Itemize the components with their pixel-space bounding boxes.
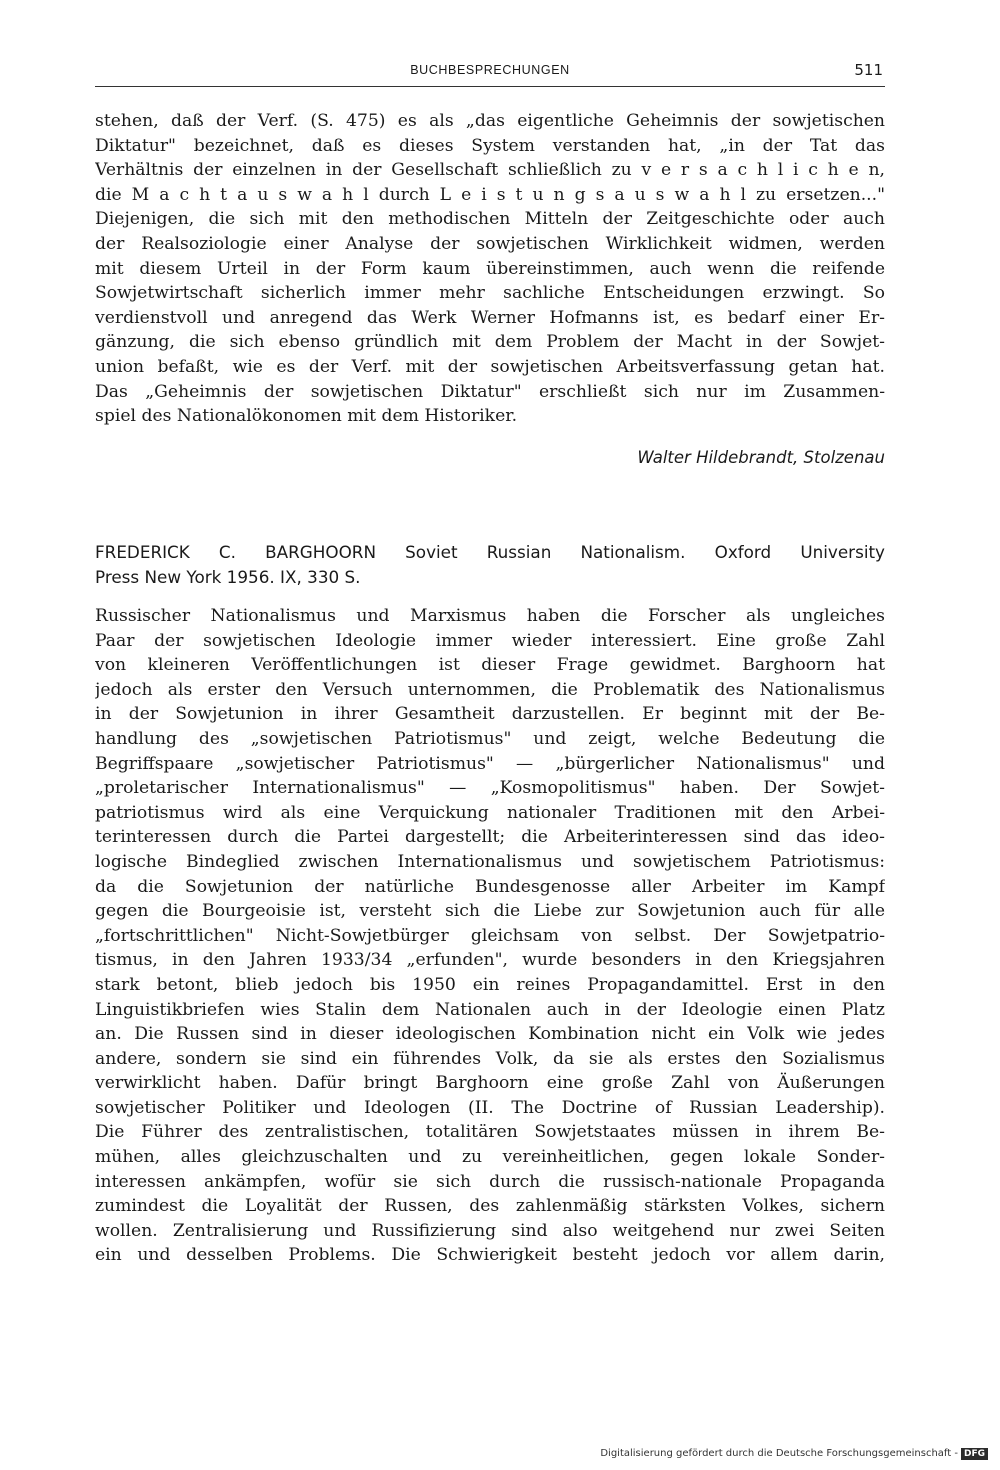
- text-line: interessen ankämpfen, wofür sie sich durch die russisch-nationale Propaganda: [95, 1171, 885, 1192]
- text-line: handlung des „sowjetischen Patriotismus" und zeigt, welche Bedeutung die: [95, 728, 885, 749]
- text-line: wollen. Zentralisierung und Russifizierung sind also weitgehend nur zwei Seiten: [95, 1220, 885, 1241]
- text-line: Das „Geheimnis der sowjetischen Diktatur" erschließt sich nur im Zusammen-: [95, 381, 885, 402]
- running-title: BUCHBESPRECHUNGEN: [410, 63, 570, 77]
- dfg-logo: DFG: [961, 1448, 988, 1460]
- text-line: Linguistikbriefen wies Stalin dem Nationalen auch in der Ideologie einen Platz: [95, 999, 885, 1020]
- text-line: Diejenigen, die sich mit den methodischen Mitteln der Zeitgeschichte oder auch: [95, 209, 885, 230]
- heading-line: FREDERICK C. BARGHOORN Soviet Russian Nationalism. Oxford University: [95, 542, 885, 562]
- text-line: „fortschrittlichen" Nicht-Sowjetbürger gleichsam von selbst. Der Sowjetpatrio-: [95, 925, 885, 946]
- text-line: an. Die Russen sind in dieser ideologischen Kombination nicht ein Volk wie jedes: [95, 1024, 885, 1045]
- text-line: Begriffspaare „sowjetischer Patriotismus" — „bürgerlicher Nationalismus" und: [95, 753, 885, 774]
- review-1-body: [95, 109, 885, 429]
- text-line: sowjetischer Politiker und Ideologen (II. The Doctrine of Russian Leadership).: [95, 1097, 885, 1118]
- text-line: stehen, daß der Verf. (S. 475) es als „das eigentliche Geheimnis der sowjetischen: [95, 111, 885, 131]
- page-number: 511: [854, 61, 883, 79]
- text-line: andere, sondern sie sind ein führendes Volk, da sie als erstes den Sozialismus: [95, 1048, 885, 1069]
- text-line: gegen die Bourgeoisie ist, versteht sich die Liebe zur Sowjetunion auch für alle: [95, 901, 885, 922]
- review-2-body: [95, 604, 885, 1268]
- review-2-heading: [95, 540, 885, 589]
- text-line: von kleineren Veröffentlichungen ist dieser Frage gewidmet. Barghoorn hat: [95, 655, 885, 676]
- text-line: mit diesem Urteil in der Form kaum übereinstimmen, auch wenn die reifende: [95, 258, 885, 279]
- text-line: stark betont, blieb jedoch bis 1950 ein reines Propagandamittel. Erst in den: [95, 974, 885, 995]
- text-line: „proletarischer Internationalismus" — „Kosmopolitismus" haben. Der Sowjet-: [95, 778, 885, 799]
- digitization-credit: [600, 1448, 988, 1460]
- text-line: Paar der sowjetischen Ideologie immer wieder interessiert. Eine große Zahl: [95, 630, 885, 651]
- heading-line: Press New York 1956. IX, 330 S.: [95, 566, 361, 587]
- text-line: da die Sowjetunion der natürliche Bundesgenosse aller Arbeiter im Kampf: [95, 876, 885, 897]
- text-line: ein und desselben Problems. Die Schwierigkeit besteht jedoch vor allem darin,: [95, 1245, 885, 1266]
- text-line: terinteressen durch die Partei dargestellt; die Arbeiterinteressen sind das ideo-: [95, 827, 885, 848]
- text-line: in der Sowjetunion in ihrer Gesamtheit darzustellen. Er beginnt mit der Be-: [95, 704, 885, 725]
- credit-text: Digitalisierung gefördert durch die Deutsche Forschungsgemeinschaft -: [600, 1448, 958, 1459]
- reviewer-signature: Walter Hildebrandt, Stolzenau: [637, 448, 885, 467]
- text-line: der Realsoziologie einer Analyse der sowjetischen Wirklichkeit widmen, werden: [95, 233, 885, 254]
- text-line: verwirklicht haben. Dafür bringt Barghoorn eine große Zahl von Äußerungen: [95, 1073, 885, 1094]
- text-line: Russischer Nationalismus und Marxismus haben die Forscher als ungleiches: [95, 606, 885, 626]
- running-header: [95, 60, 885, 87]
- text-line: Die Führer des zentralistischen, totalitären Sowjetstaates müssen in ihrem Be-: [95, 1122, 885, 1143]
- text-line: tismus, in den Jahren 1933/34 „erfunden", wurde besonders in den Kriegsjahren: [95, 950, 885, 971]
- text-line: Verhältnis der einzelnen in der Gesellschaft schließlich zu v e r s a c h l i c h e n,: [95, 160, 885, 181]
- text-line: spiel des Nationalökonomen mit dem Historiker.: [95, 406, 518, 427]
- text-line: gänzung, die sich ebenso gründlich mit dem Problem der Macht in der Sowjet-: [95, 332, 885, 353]
- text-line: die M a c h t a u s w a h l durch L e i s t u n g s a u s w a h l zu ersetzen...": [95, 184, 885, 205]
- text-line: patriotismus wird als eine Verquickung nationaler Traditionen mit den Arbei-: [95, 802, 885, 823]
- text-line: Sowjetwirtschaft sicherlich immer mehr sachliche Entscheidungen erzwingt. So: [95, 283, 885, 304]
- text-line: zumindest die Loyalität der Russen, des zahlenmäßig stärksten Volkes, sichern: [95, 1196, 885, 1217]
- text-line: jedoch als erster den Versuch unternommen, die Problematik des Nationalismus: [95, 679, 885, 700]
- text-line: mühen, alles gleichzuschalten und zu vereinheitlichen, gegen lokale Sonder-: [95, 1147, 885, 1168]
- text-line: Diktatur" bezeichnet, daß es dieses System verstanden hat, „in der Tat das: [95, 135, 885, 156]
- text-line: logische Bindeglied zwischen Internationalismus und sowjetischem Patriotismus:: [95, 851, 885, 872]
- text-line: union befaßt, wie es der Verf. mit der sowjetischen Arbeitsverfassung getan hat.: [95, 356, 885, 377]
- text-line: verdienstvoll und anregend das Werk Werner Hofmanns ist, es bedarf einer Er-: [95, 307, 885, 328]
